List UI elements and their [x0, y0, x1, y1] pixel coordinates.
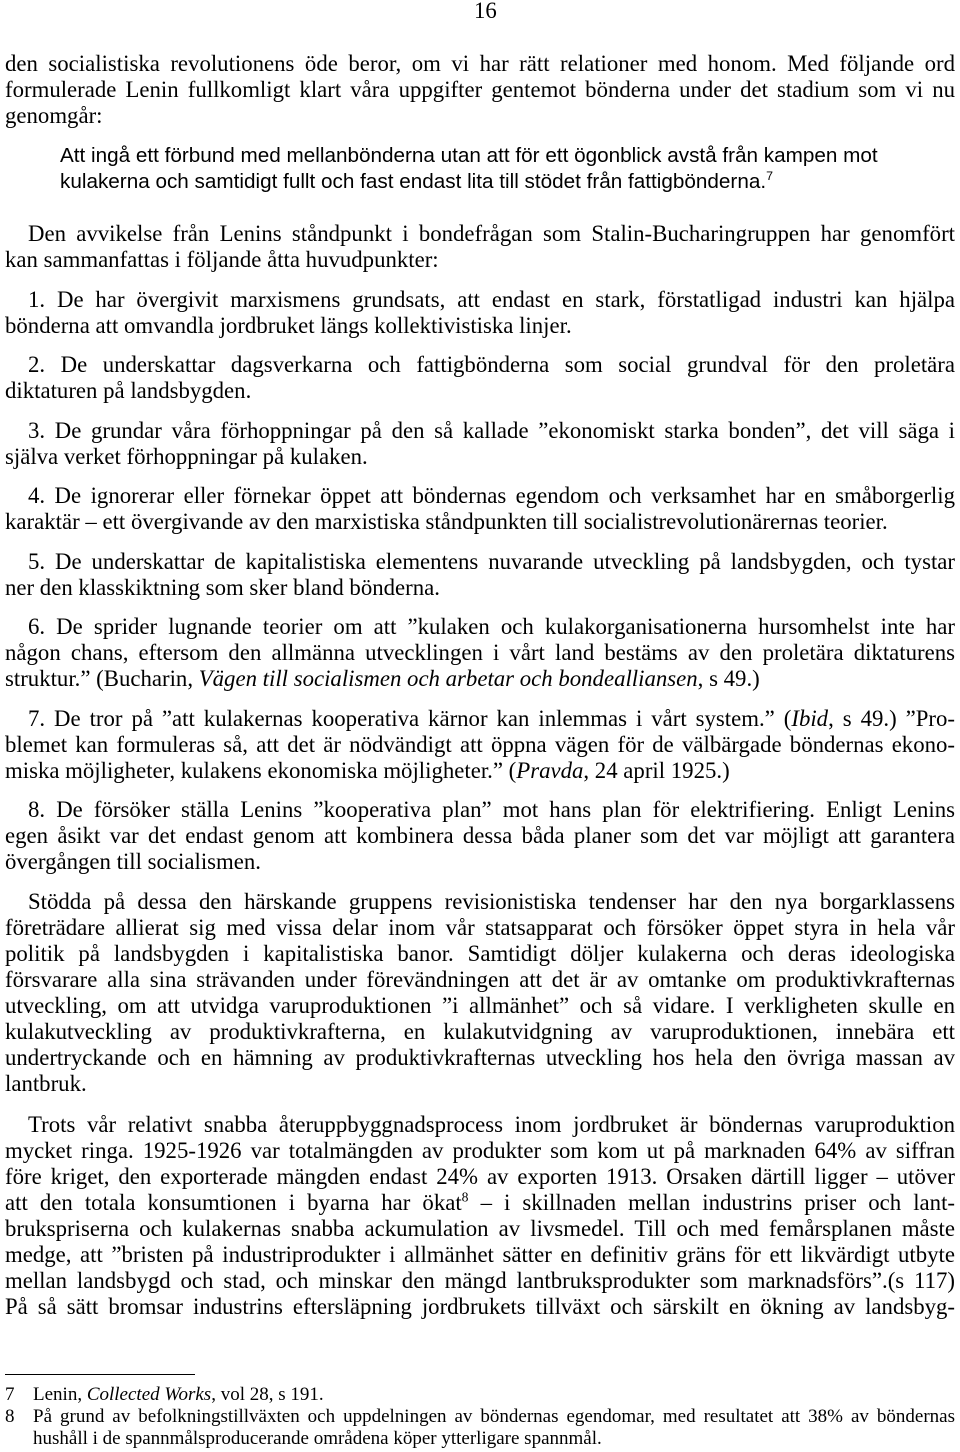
footnote-7	[5, 1384, 955, 1406]
point-1	[5, 287, 955, 339]
footnotes	[5, 1374, 955, 1450]
point-7	[5, 706, 955, 784]
text-line	[5, 1190, 955, 1216]
intro-paragraph	[5, 51, 955, 129]
text-segment: , 24 april 1925.)	[583, 757, 730, 783]
footnote-text: hushåll i de spannmålsproducerande områdena köper ytterligare spannmål.	[33, 1428, 602, 1449]
footnote-ref-7: 7	[766, 169, 773, 184]
text-line: 1. De har övergivit marxismens grundsats, att endast en stark, förstatligad industri kan hjälpa	[28, 286, 955, 312]
text-segment: , s 49.)	[697, 666, 760, 691]
quote-line: Att ingå ett förbund med mellanbönderna utan att för ett ögonblick avstå från kampen mot	[60, 144, 878, 167]
text-line: före kriget, den exporterade mängden endast 24% av exporten 1913. Orsaken därtill ligger – utöver	[5, 1163, 955, 1189]
text-line: genomgår:	[5, 103, 103, 128]
text-line: själva verket förhoppningar på kulaken.	[5, 443, 368, 469]
footnote-ref-8: 8	[461, 1189, 469, 1204]
text-line: övergången till socialismen.	[5, 849, 261, 874]
footnote-text	[33, 1384, 955, 1406]
text-line: lantbruk.	[5, 1070, 87, 1096]
citation-ibid: Ibid	[791, 705, 829, 731]
text-line: mellan landsbygd och stad, och minskar den mängd lantbruksprodukter som marknadsförs”.(s 117)	[5, 1267, 955, 1293]
book-title: Vägen till socialismen och arbetar och bondealliansen	[198, 666, 698, 691]
footnote-number: 7	[5, 1384, 15, 1405]
footnote-8	[5, 1406, 955, 1450]
text-line: undertryckande och en hämning av produktivkrafternas utveckling hos hela den övriga massan av	[5, 1044, 955, 1070]
text-line: 3. De grundar våra förhoppningar på den så kallade ”ekonomiskt starka bonden”, det vill säga i	[28, 417, 955, 443]
text-line: bönderna att omvandla jordbruket längs kollektivistiska linjer.	[5, 312, 572, 338]
footnote-number: 8	[5, 1406, 15, 1427]
text-line: försvarare alla sina strävanden under förevändningen att det är av omtanke om produktivkrafternas	[5, 966, 955, 992]
body-paragraph	[5, 889, 955, 1097]
text-segment: struktur.” (Bucharin,	[5, 666, 199, 691]
point-5	[5, 549, 955, 601]
text-segment: , s 49.) ”Pro-	[828, 705, 955, 731]
text-line: 2. De underskattar dagsverkarna och fattigbönderna som social grundval för den proletära	[28, 352, 955, 377]
text-line: Den avvikelse från Lenins ståndpunkt i bondefrågan som Stalin-Bucharingruppen har genomfört	[28, 221, 955, 246]
text-line: blemet kan formuleras så, att det är nödvändigt att öppna vägen för de välbärgade böndernas ekono-	[5, 731, 955, 757]
book-title: Collected Works	[86, 1384, 212, 1405]
point-8	[5, 797, 955, 875]
text-line: den socialistiska revolutionens öde beror, om vi har rätt relationer med honom. Med följande ord	[5, 51, 955, 76]
text-line: 4. De ignorerar eller förnekar öppet att böndernas egendom och verksamhet har en småborgerlig	[28, 483, 955, 508]
text-segment: 7. De tror på ”att kulakernas kooperativa kärnor kan inlemmas i vårt system.” (	[28, 705, 792, 731]
point-4	[5, 483, 955, 535]
text-segment: Lenin,	[33, 1384, 87, 1405]
point-2	[5, 352, 955, 404]
text-line: mycket ringa. 1925-1926 var totalmängden av produkter som kom ut på marknaden 64% av siffran	[5, 1137, 955, 1163]
text-line: egen åsikt var det endast genom att kombinera dessa båda planer som det var möjligt att garantera	[5, 823, 955, 848]
text-segment: miska möjligheter, kulakens ekonomiska möjligheter.” (	[5, 757, 517, 783]
text-segment: att den totala konsumtionen i byarna har ökat	[5, 1189, 462, 1215]
text-line: någon chans, eftersom den allmänna utvecklingen i vårt land bestäms av den proletära diktaturens	[5, 640, 955, 665]
body-text	[5, 51, 955, 1320]
footnote-separator	[5, 1374, 195, 1375]
text-line: utveckling, om att utvidga varuproduktionen ”i allmänhet” och så vidare. I verkligheten skulle en	[5, 992, 955, 1018]
text-line: 6. De sprider lugnande teorier om att ”kulaken och kulakorganisationerna hursomhelst inte har	[28, 614, 955, 639]
text-line: kulakutveckling av produktivkrafterna, en kulakutvidgning av varuproduktionen, innebära ett	[5, 1018, 955, 1044]
text-line: På så sätt bromsar industrins eftersläpning jordbrukets tillväxt och särskilt en ökning av landsbyg-	[5, 1293, 955, 1319]
quote-line	[60, 169, 955, 195]
block-quote	[5, 143, 955, 195]
text-line: diktaturen på landsbygden.	[5, 378, 252, 403]
point-3	[5, 418, 955, 470]
text-line: 8. De försöker ställa Lenins ”kooperativa plan” mot hans plan för elektrifiering. Enligt Lenins	[28, 797, 955, 822]
text-segment: – i skillnaden mellan industrins priser och lant-	[468, 1189, 955, 1215]
text-line: formulerade Lenin fullkomligt klart våra uppgifter gentemot bönderna under det stadium som vi nu	[5, 77, 955, 102]
body-paragraph	[5, 1112, 955, 1320]
text-line: brukspriserna och kulakernas snabba ackumulation av livsmedel. Till och med femårsplanen måste	[5, 1215, 955, 1241]
text-line	[5, 706, 955, 732]
text-segment: , vol 28, s 191.	[211, 1384, 324, 1405]
text-line	[5, 758, 955, 784]
text-line: Stödda på dessa den härskande gruppens revisionistiska tendenser har den nya borgarklassens	[28, 888, 955, 914]
point-6	[5, 614, 955, 692]
text-line: karaktär – ett övergivande av den marxistiska ståndpunkten till socialistrevolutionärernas teorier.	[5, 509, 888, 534]
citation-source: Pravda	[516, 757, 584, 783]
lead-paragraph	[5, 221, 955, 273]
quote-text: kulakerna och samtidigt fullt och fast endast lita till stödet från fattigbönderna.	[60, 170, 767, 193]
text-line: ner den klasskiktning som sker bland bönderna.	[5, 574, 440, 600]
page-number: 16	[474, 0, 497, 23]
text-line: 5. De underskattar de kapitalistiska elementens nuvarande utveckling på landsbygden, och tystar	[28, 548, 955, 574]
text-line	[5, 666, 955, 692]
text-line: företrädare allierat sig med vissa delar inom vår statsapparat och försöker öppet styra in hela vår	[5, 914, 955, 940]
text-line: kan sammanfattas i följande åtta huvudpunkter:	[5, 247, 439, 272]
text-line: Trots vår relativt snabba återuppbyggnadsprocess inom jordbruket är böndernas varuproduktion	[28, 1111, 955, 1137]
footnote-text: På grund av befolkningstillväxten och uppdelningen av böndernas egendomar, med resultatet att 38% av böndernas	[33, 1406, 955, 1427]
text-line: politik på landsbygden i kapitalistiska banor. Samtidigt döljer kulakerna och deras ideologiska	[5, 940, 955, 966]
text-line: medge, att ”bristen på industriprodukter i allmänhet sätter en definitiv gräns för ett likvärdigt utbyte	[5, 1241, 955, 1267]
